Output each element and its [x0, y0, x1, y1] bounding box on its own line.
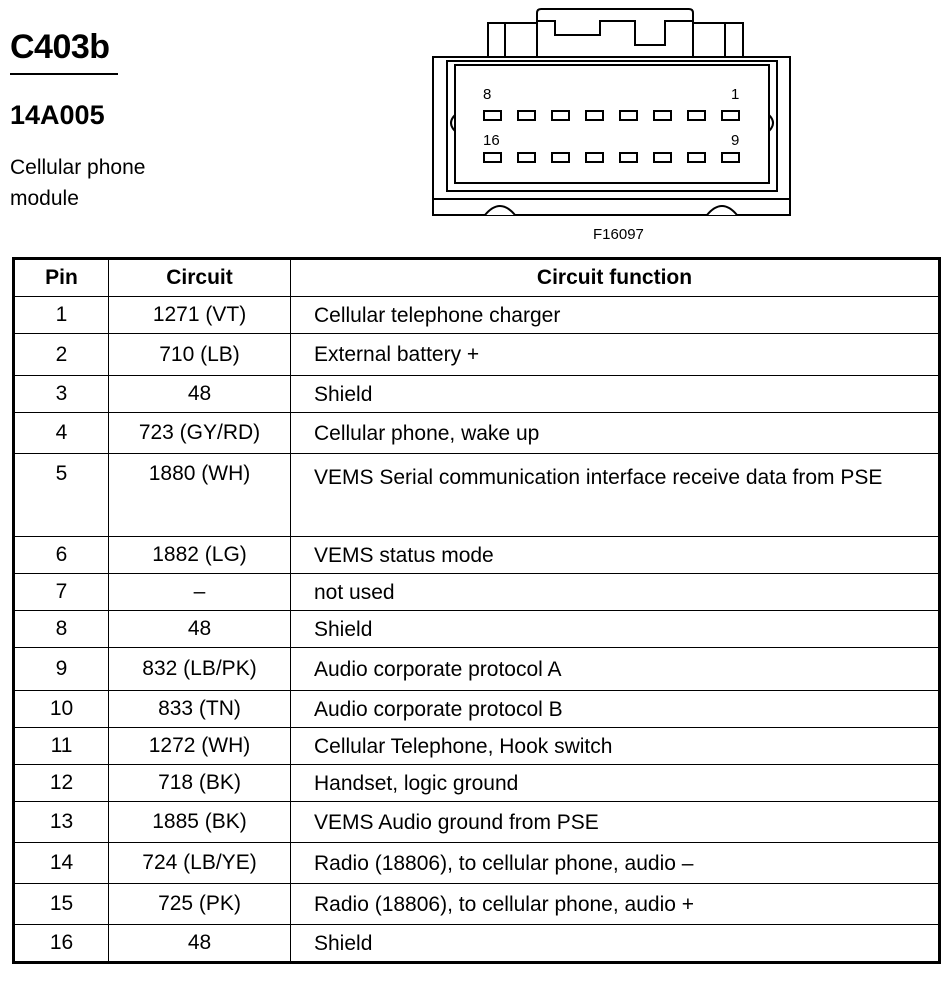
- table-row: [14, 334, 940, 376]
- circuit-cell: 48: [109, 925, 291, 963]
- pin-cell: 11: [14, 728, 109, 765]
- pin-label-bottom-left: 16: [483, 132, 500, 149]
- circuit-cell: 832 (LB/PK): [109, 648, 291, 691]
- pin-cell: 12: [14, 765, 109, 802]
- pin-cell: 15: [14, 884, 109, 925]
- function-cell: VEMS Audio ground from PSE: [291, 802, 940, 843]
- table-row: [14, 574, 940, 611]
- circuit-cell: 833 (TN): [109, 691, 291, 728]
- circuit-cell: 48: [109, 376, 291, 413]
- function-cell: Audio corporate protocol B: [291, 691, 940, 728]
- circuit-cell: 48: [109, 611, 291, 648]
- component-description: Cellular phone module: [10, 156, 146, 210]
- column-header-function: Circuit function: [291, 259, 940, 297]
- function-cell: Cellular telephone charger: [291, 297, 940, 334]
- circuit-cell: 724 (LB/YE): [109, 843, 291, 884]
- connector-face-diagram: [425, 5, 795, 225]
- function-cell: Handset, logic ground: [291, 765, 940, 802]
- function-cell: Shield: [291, 376, 940, 413]
- circuit-cell: 725 (PK): [109, 884, 291, 925]
- table-row: [14, 802, 940, 843]
- pin-cell: 1: [14, 297, 109, 334]
- pin-cell: 14: [14, 843, 109, 884]
- table-row: [14, 843, 940, 884]
- table-row: [14, 297, 940, 334]
- table-header-row: [14, 259, 940, 297]
- circuit-cell: 718 (BK): [109, 765, 291, 802]
- table-row: [14, 691, 940, 728]
- table-row: [14, 611, 940, 648]
- figure-id: F16097: [593, 226, 644, 243]
- function-cell: Shield: [291, 925, 940, 963]
- pin-cell: 2: [14, 334, 109, 376]
- table-row: [14, 765, 940, 802]
- function-cell: Cellular phone, wake up: [291, 413, 940, 454]
- table-row: [14, 413, 940, 454]
- function-cell: Cellular Telephone, Hook switch: [291, 728, 940, 765]
- function-cell: Radio (18806), to cellular phone, audio –: [291, 843, 940, 884]
- connector-id: C403b: [10, 28, 110, 66]
- column-header-circuit: Circuit: [109, 259, 291, 297]
- table-row: [14, 925, 940, 963]
- function-cell: VEMS status mode: [291, 537, 940, 574]
- circuit-cell: 1882 (LG): [109, 537, 291, 574]
- circuit-cell: 1271 (VT): [109, 297, 291, 334]
- table-row: [14, 728, 940, 765]
- function-cell: not used: [291, 574, 940, 611]
- pin-cell: 7: [14, 574, 109, 611]
- pin-cell: 10: [14, 691, 109, 728]
- pin-cell: 8: [14, 611, 109, 648]
- title-underline: [10, 73, 118, 75]
- circuit-cell: 723 (GY/RD): [109, 413, 291, 454]
- pin-cell: 16: [14, 925, 109, 963]
- part-number: 14A005: [10, 100, 105, 130]
- pinout-table: [12, 257, 941, 964]
- function-cell: External battery +: [291, 334, 940, 376]
- pin-label-top-right: 1: [731, 86, 740, 103]
- circuit-cell: 710 (LB): [109, 334, 291, 376]
- table-row: [14, 376, 940, 413]
- table-row: [14, 454, 940, 537]
- table-row: [14, 537, 940, 574]
- function-cell: Radio (18806), to cellular phone, audio +: [291, 884, 940, 925]
- pin-cell: 6: [14, 537, 109, 574]
- pin-cell: 4: [14, 413, 109, 454]
- pin-cell: 5: [14, 454, 109, 537]
- circuit-cell: 1272 (WH): [109, 728, 291, 765]
- pin-cell: 13: [14, 802, 109, 843]
- pin-label-top-left: 8: [483, 86, 492, 103]
- pin-label-bottom-right: 9: [731, 132, 740, 149]
- pin-cell: 3: [14, 376, 109, 413]
- table-row: [14, 884, 940, 925]
- function-cell: VEMS Serial communication interface receive data from PSE: [291, 454, 940, 537]
- circuit-cell: –: [109, 574, 291, 611]
- table-row: [14, 648, 940, 691]
- function-cell: Audio corporate protocol A: [291, 648, 940, 691]
- column-header-pin: Pin: [14, 259, 109, 297]
- pin-cell: 9: [14, 648, 109, 691]
- circuit-cell: 1885 (BK): [109, 802, 291, 843]
- circuit-cell: 1880 (WH): [109, 454, 291, 537]
- function-cell: Shield: [291, 611, 940, 648]
- pinout-rows: [14, 297, 940, 963]
